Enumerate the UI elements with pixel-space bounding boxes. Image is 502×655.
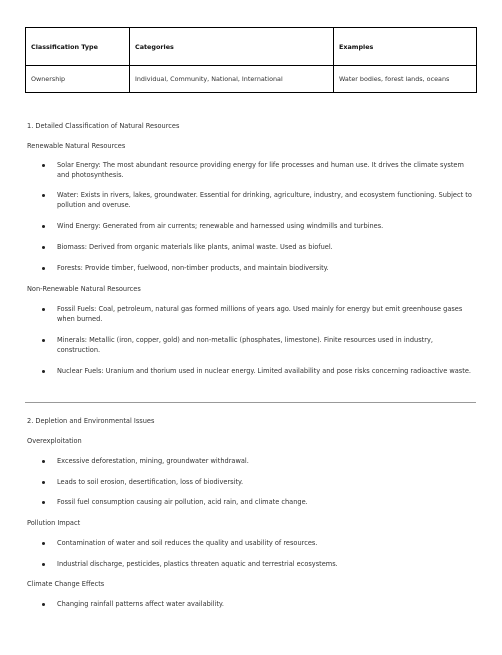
list-item-text: Minerals: Metallic (iron, copper, gold) and non-metallic (phosphates, limestone). Finite resources used in industry, construction. xyxy=(57,336,433,354)
subsection-title: Renewable Natural Resources xyxy=(27,142,126,150)
section-heading: 2. Depletion and Environmental Issues xyxy=(27,417,155,425)
table-header-cell: Categories xyxy=(130,28,334,66)
bullet-icon xyxy=(42,225,45,228)
subsection-title: Non-Renewable Natural Resources xyxy=(27,285,141,293)
bullet-icon xyxy=(42,542,45,545)
bullet-icon xyxy=(42,246,45,249)
list-item xyxy=(40,478,475,488)
list-item-text: Biomass: Derived from organic materials like plants, animal waste. Used as biofuel. xyxy=(57,243,333,251)
table-header-cell: Classification Type xyxy=(26,28,130,66)
list-item xyxy=(40,336,475,355)
section-heading: 1. Detailed Classification of Natural Resources xyxy=(27,122,180,130)
subsection-title: Climate Change Effects xyxy=(27,580,105,588)
list-item xyxy=(40,367,475,377)
list-item-text: Leads to soil erosion, desertification, loss of biodiversity. xyxy=(57,478,244,486)
subsection-title: Pollution Impact xyxy=(27,519,81,527)
bullet-icon xyxy=(42,370,45,373)
list-item xyxy=(40,161,475,180)
list-item-text: Fossil fuel consumption causing air pollution, acid rain, and climate change. xyxy=(57,498,308,506)
bullet-icon xyxy=(42,267,45,270)
table-row xyxy=(26,66,477,93)
list-item xyxy=(40,222,475,232)
list-item-text: Excessive deforestation, mining, groundwater withdrawal. xyxy=(57,457,249,465)
list-item-text: Contamination of water and soil reduces the quality and usability of resources. xyxy=(57,539,318,547)
list-item xyxy=(40,600,475,610)
bullet-icon xyxy=(42,481,45,484)
list-item xyxy=(40,264,475,274)
bullet-icon xyxy=(42,460,45,463)
table-cell: Ownership xyxy=(26,66,130,93)
table-header-cell: Examples xyxy=(334,28,477,66)
bullet-icon xyxy=(42,339,45,342)
bullet-icon xyxy=(42,164,45,167)
bullet-icon xyxy=(42,194,45,197)
list-item xyxy=(40,191,475,210)
table-header-row xyxy=(26,28,477,66)
list-item-text: Nuclear Fuels: Uranium and thorium used in nuclear energy. Limited availability and pose risks concerning radioactive waste. xyxy=(57,367,471,375)
bullet-icon xyxy=(42,603,45,606)
section-divider xyxy=(25,402,476,403)
list-item-text: Water: Exists in rivers, lakes, groundwater. Essential for drinking, agriculture, industry, and ecosystem functioning. Subject to pollution and overuse. xyxy=(57,191,472,209)
list-item-text: Solar Energy: The most abundant resource providing energy for life processes and human use. It drives the climate system and photosynthesis. xyxy=(57,161,464,179)
subsection-title: Overexploitation xyxy=(27,437,82,445)
bullet-icon xyxy=(42,563,45,566)
table-cell: Individual, Community, National, International xyxy=(130,66,334,93)
list-item-text: Fossil Fuels: Coal, petroleum, natural gas formed millions of years ago. Used mainly for energy but emit greenhouse gases when burned. xyxy=(57,305,463,323)
bullet-icon xyxy=(42,501,45,504)
list-item-text: Wind Energy: Generated from air currents; renewable and harnessed using windmills and turbines. xyxy=(57,222,384,230)
list-item xyxy=(40,243,475,253)
classification-table xyxy=(25,27,477,93)
list-item xyxy=(40,539,475,549)
list-item xyxy=(40,498,475,508)
bullet-icon xyxy=(42,308,45,311)
list-item-text: Forests: Provide timber, fuelwood, non-timber products, and maintain biodiversity. xyxy=(57,264,329,272)
list-item xyxy=(40,560,475,570)
list-item xyxy=(40,457,475,467)
table-cell: Water bodies, forest lands, oceans xyxy=(334,66,477,93)
list-item-text: Changing rainfall patterns affect water availability. xyxy=(57,600,224,608)
list-item xyxy=(40,305,475,324)
list-item-text: Industrial discharge, pesticides, plastics threaten aquatic and terrestrial ecosystems. xyxy=(57,560,338,568)
